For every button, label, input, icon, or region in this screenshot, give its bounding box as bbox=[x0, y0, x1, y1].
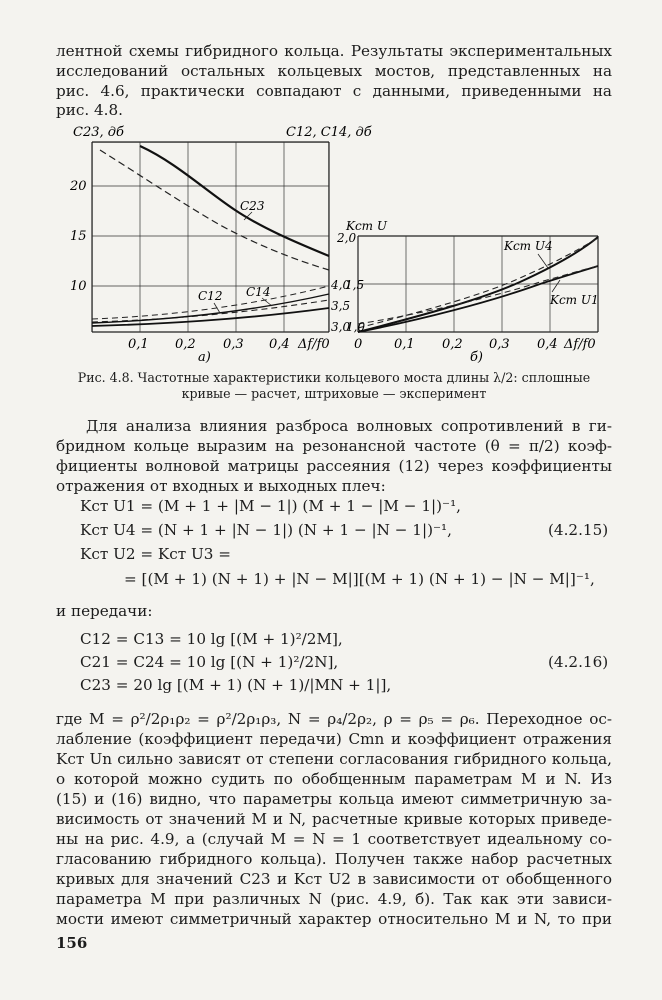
figure-caption-line-1: Рис. 4.8. Частотные характеристики кольцевого моста длины λ/2: сплошные bbox=[77, 370, 591, 385]
panel-a-c23-dashed bbox=[100, 150, 329, 270]
panel-a-y-label-left: C23, дб bbox=[73, 125, 124, 140]
panel-b-grid bbox=[358, 236, 598, 332]
para2-line-4: о которой можно судить по обобщенным параметрам M и N. Из bbox=[56, 770, 612, 788]
panel-a-right-tick-35: 3,5 bbox=[331, 299, 351, 313]
panel-b-ku4-solid bbox=[358, 237, 598, 332]
para2-line-10: параметра M при различных N (рис. 4.9, б). Так как эти зависи- bbox=[56, 890, 612, 908]
panel-b-x-tick-02: 0,2 bbox=[442, 337, 463, 352]
page-number: 156 bbox=[56, 934, 88, 952]
panel-a-c12-dashed bbox=[92, 300, 329, 322]
eq-4-2-16-number: (4.2.16) bbox=[548, 653, 609, 671]
panel-b-y-tick-20: 2,0 bbox=[337, 231, 357, 245]
panel-a-y-label-right: C12, C14, дб bbox=[286, 125, 372, 140]
panel-a-right-tick-30: 3,0 bbox=[331, 320, 351, 334]
panel-a-curve-label-c12: C12 bbox=[198, 289, 223, 303]
eq-4-2-16-line-2: C21 = C24 = 10 lg [(N + 1)²/2N], bbox=[80, 653, 339, 671]
eq-4-2-16-line-1: C12 = C13 = 10 lg [(M + 1)²/2M], bbox=[80, 630, 343, 648]
panel-a-curve-label-c14: C14 bbox=[246, 285, 271, 299]
eq-4-2-16-line-3: C23 = 20 lg [(M + 1) (N + 1)/|MN + 1|], bbox=[80, 676, 392, 694]
figure-caption-line-2: кривые — расчет, штриховые — эксперимент bbox=[181, 386, 487, 401]
para2-line-11: мости имеют симметричный характер относительно M и N, то при bbox=[56, 910, 612, 928]
intro-line-3: рис. 4.6, практически совпадают с данными, приведенными на bbox=[56, 82, 612, 100]
panel-a-sublabel: а) bbox=[198, 350, 211, 365]
panel-a-c23-solid bbox=[140, 146, 329, 256]
panel-a-x-tick-03: 0,3 bbox=[223, 337, 244, 352]
panel-b-ku1-leader bbox=[552, 280, 560, 292]
eq-4-2-15-line-4: = [(M + 1) (N + 1) + |N − M|][(M + 1) (N + 1) − |N − M|]⁻¹, bbox=[124, 570, 595, 588]
para2-line-8: гласованию гибридного кольца). Получен также набор расчетных bbox=[56, 850, 612, 868]
para2-line-7: ны на рис. 4.9, а (случай M = N = 1 соответствует идеальному со- bbox=[56, 830, 612, 848]
para1-line-4: отражения от входных и выходных плеч: bbox=[56, 477, 386, 495]
panel-a-c14-leader bbox=[262, 298, 272, 306]
panel-a-frame bbox=[92, 142, 329, 370]
para1-line-1: Для анализа влияния разброса волновых сопротивлений в ги- bbox=[86, 417, 612, 435]
panel-b-y-tick-10: 1,0 bbox=[346, 320, 366, 334]
panel-b-curve-label-ku1: Kст U1 bbox=[550, 293, 599, 307]
para2-line-9: кривых для значений C23 и Kст U2 в зависимости от обобщенного bbox=[56, 870, 612, 888]
panel-b-x-tick-0: 0 bbox=[354, 337, 363, 352]
para1-line-3: фициенты волновой матрицы рассеяния (12) через коэффициенты bbox=[56, 457, 612, 475]
para2-line-3: Kст Un сильно зависят от степени согласования гибридного кольца, bbox=[56, 750, 612, 768]
panel-b-curve-label-ku4: Kст U4 bbox=[504, 239, 553, 253]
para2-line-6: висимость от значений M и N, расчетные кривые которых приведе- bbox=[56, 810, 612, 828]
panel-b bbox=[336, 219, 599, 365]
figure-4-8 bbox=[0, 120, 662, 370]
panel-a-y-tick-10: 10 bbox=[70, 279, 87, 294]
panel-b-x-tick-04: 0,4 bbox=[537, 337, 558, 352]
panel-a-x-label: Δf/f0 bbox=[298, 337, 330, 352]
para2-line-1: где M = ρ²/2ρ₁ρ₂ = ρ²/2ρ₁ρ₃, N = ρ₄/2ρ₂, ρ = ρ₅ = ρ₆. Переходное ос- bbox=[56, 710, 612, 728]
panel-b-sublabel: б) bbox=[470, 350, 484, 365]
panel-a bbox=[69, 125, 372, 370]
panel-a-x-tick-04: 0,4 bbox=[269, 337, 290, 352]
intro-line-2: исследований остальных кольцевых мостов, представленных на bbox=[56, 62, 612, 80]
panel-a-x-tick-01: 0,1 bbox=[128, 337, 149, 352]
panel-a-y-tick-20: 20 bbox=[70, 179, 87, 194]
para2-line-2: лабление (коэффициент передачи) Cmn и коэффициент отражения bbox=[56, 730, 612, 748]
para1-line-2: бридном кольце выразим на резонансной частоте (θ = π/2) коэф- bbox=[56, 437, 612, 455]
para2-line-5: (15) и (16) видно, что параметры кольца имеют симметричную за- bbox=[56, 790, 612, 808]
eq-4-2-15-line-2: Kст U4 = (N + 1 + |N − 1|) (N + 1 − |N − 1|)⁻¹, bbox=[80, 521, 452, 539]
panel-a-y-tick-15: 15 bbox=[70, 229, 87, 244]
panel-b-ku4-leader bbox=[538, 254, 548, 268]
eq-4-2-15-line-3: Kст U2 = Kст U3 = bbox=[80, 545, 232, 563]
panel-a-curve-label-c23: C23 bbox=[240, 199, 265, 213]
panel-a-grid bbox=[92, 142, 329, 332]
intro-line-4: рис. 4.8. bbox=[56, 101, 123, 119]
panel-b-x-tick-03: 0,3 bbox=[489, 337, 510, 352]
eq-4-2-15-number: (4.2.15) bbox=[548, 521, 609, 539]
panel-b-y-label: Kст U bbox=[346, 219, 387, 233]
panel-b-x-tick-01: 0,1 bbox=[394, 337, 415, 352]
intro-line-1: лентной схемы гибридного кольца. Результаты экспериментальных bbox=[56, 42, 612, 60]
transfer-label: и передачи: bbox=[56, 602, 153, 620]
panel-b-ku4-dashed bbox=[358, 238, 598, 328]
panel-a-right-tick-40: 4,0 bbox=[331, 278, 351, 292]
panel-a-x-tick-02: 0,2 bbox=[175, 337, 196, 352]
panel-b-y-tick-15: 1,5 bbox=[345, 278, 365, 292]
eq-4-2-15-line-1: Kст U1 = (M + 1 + |M − 1|) (M + 1 − |M − 1|)⁻¹, bbox=[80, 497, 461, 515]
panel-b-x-label: Δf/f0 bbox=[564, 337, 596, 352]
